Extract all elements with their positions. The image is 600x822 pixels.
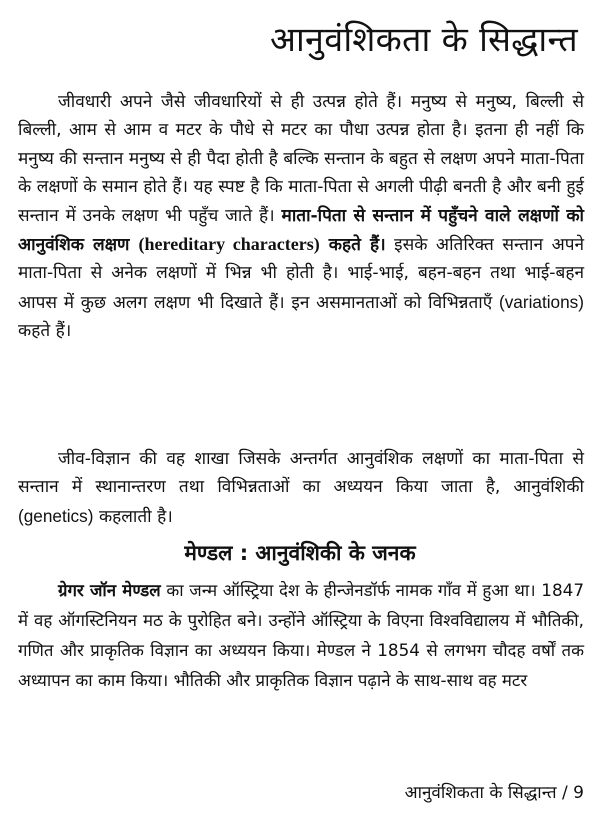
mendel-name: ग्रेगर जॉन मेण्डल — [58, 580, 161, 600]
paragraph1-text-part3: कहते हैं। — [18, 321, 72, 342]
footer-separator: / — [562, 783, 568, 803]
paragraph1-text-part1: जीवधारी अपने जैसे जीवधारियों से ही उत्पन्न होते हैं। मनुष्य से मनुष्य, बिल्ली से बिल्ली, आम से आम व मटर के पौधे से मटर का पौधा उत्पन्न होता है। इतना ही नहीं कि मनुष्य की सन्तान मनुष्य से ही पैदा होती है बल्कि सन्तान के बहुत से लक्षण अपने माता-पिता के लक्षणों के समान होते हैं। यह स्पष्ट है कि माता-पिता से अगली पीढ़ी बनती है और बनी हुई सन्तान में उनके लक्षण भी पहुँच जाते हैं। — [18, 92, 584, 226]
page-footer — [405, 780, 584, 806]
page-title: आनुवंशिकता के सिद्धान्त — [270, 20, 578, 60]
paragraph-genetics-definition — [18, 445, 584, 531]
term-genetics: (genetics) — [18, 505, 94, 526]
paragraph2-text-part2: कहलाती है। — [98, 506, 173, 527]
paragraph-heredity-intro — [18, 88, 584, 346]
section-heading: मेण्डल : आनुवंशिकी के जनक — [184, 541, 416, 565]
paragraph1-text-part2: इसके अतिरिक्त सन्तान अपने माता-पिता से अनेक लक्षणों में भिन्न भी होती है। भाई-भाई, बहन-बहन तथा भाई-बहन आपस में कुछ अलग लक्षण भी दिखाते हैं। इन असमानताओं को विभिन्नताएँ — [18, 235, 585, 313]
paragraph1-bold-text2: कहते हैं। — [328, 235, 386, 256]
term-hereditary-characters: (hereditary characters) — [138, 234, 320, 255]
paragraph-mendel-bio — [18, 575, 584, 695]
page-number: 9 — [573, 783, 584, 803]
term-variations: (variations) — [498, 291, 584, 312]
paragraph2-text-part1: जीव-विज्ञान की वह शाखा जिसके अन्तर्गत आनुवंशिक लक्षणों का माता-पिता से सन्तान में स्थानान्तरण तथा विभिन्नताओं का अध्ययन किया जाता है, आनुवंशिकी — [18, 449, 584, 498]
paragraph3-text: का जन्म ऑस्ट्रिया देश के हीन्जेनडॉर्फ नामक गाँव में हुआ था। 1847 में वह ऑगस्टिनियन मठ के पुरोहित बने। उन्होंने ऑस्ट्रिया के विएना विश्वविद्यालय में भौतिकी, गणित और प्राकृतिक विज्ञान का अध्ययन किया। मेण्डल ने 1854 से लगभग चौदह वर्षों तक अध्यापन का काम किया। भौतिकी और प्राकृतिक विज्ञान पढ़ाने के साथ-साथ वह मटर — [18, 580, 585, 690]
footer-running-title: आनुवंशिकता के सिद्धान्त — [404, 783, 557, 803]
paragraph1-bold-text1: माता-पिता से सन्तान में पहुँचने वाले लक्षणों को आनुवंशिक लक्षण — [18, 205, 585, 256]
